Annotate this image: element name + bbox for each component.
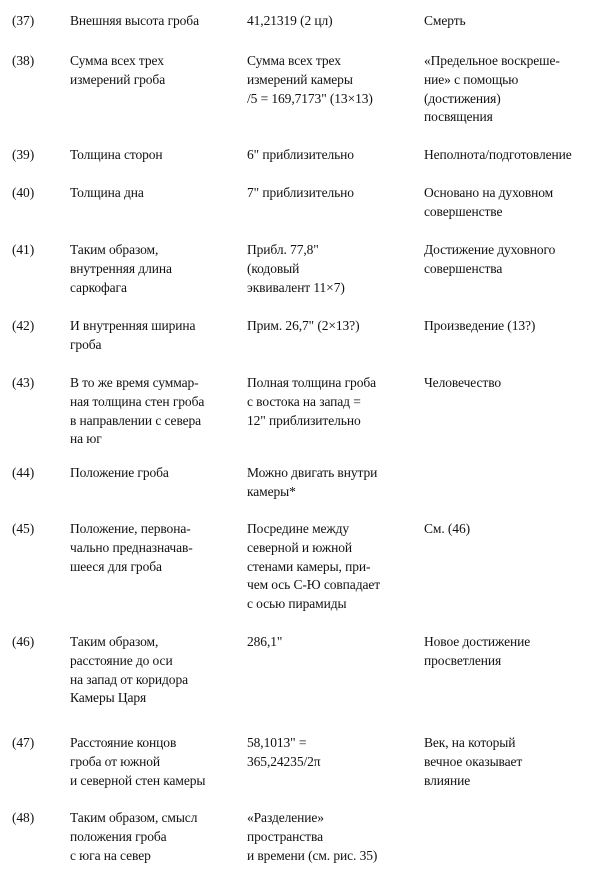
row-description: В то же время суммар- ная толщина стен гроба в направлении с севера на юг: [70, 375, 205, 447]
row-measurement: 6" приблизительно: [247, 147, 354, 162]
row-description: Таким образом, внутренняя длина саркофага: [70, 242, 172, 295]
row-measurement: Полная толщина гроба с востока на запад = 12" приблизительно: [247, 375, 376, 428]
row-measurement: Посредине между северной и южной стенами камеры, при- чем ось С-Ю совпадает с осью пирамиды: [247, 521, 381, 612]
row-meaning: Основано на духовном совершенстве: [424, 185, 554, 219]
row-number: (41): [12, 242, 35, 257]
row-measurement: «Разделение» пространства и времени (см. рис. 35): [247, 810, 378, 863]
row-number: (46): [12, 634, 35, 649]
row-description: Положение гроба: [70, 465, 169, 480]
row-measurement: Сумма всех трех измерений камеры /5 = 169,7173" (13×13): [247, 53, 373, 106]
row-meaning: См. (46): [424, 521, 470, 536]
row-number: (45): [12, 521, 35, 536]
row-measurement: 286,1": [247, 634, 283, 649]
row-description: И внутренняя ширина гроба: [70, 318, 196, 352]
row-meaning: Произведение (13?): [424, 318, 536, 333]
row-description: Толщина дна: [70, 185, 144, 200]
row-measurement: 7" приблизительно: [247, 185, 354, 200]
row-number: (47): [12, 735, 35, 750]
row-meaning: Человечество: [424, 375, 502, 390]
row-measurement: Прибл. 77,8" (кодовый эквивалент 11×7): [247, 242, 345, 295]
row-meaning: Новое достижение просветления: [424, 634, 531, 668]
row-number: (39): [12, 147, 35, 162]
row-measurement: Прим. 26,7" (2×13?): [247, 318, 360, 333]
row-measurement: Можно двигать внутри камеры*: [247, 465, 378, 499]
row-meaning: Достижение духовного совершенства: [424, 242, 556, 276]
row-meaning: Неполнота/подготовление: [424, 147, 572, 162]
row-meaning: Век, на который вечное оказывает влияние: [424, 735, 523, 788]
row-number: (38): [12, 53, 35, 68]
row-number: (42): [12, 318, 35, 333]
row-description: Сумма всех трех измерений гроба: [70, 53, 166, 87]
row-description: Положение, первона- чально предназначав- шееся для гроба: [70, 521, 193, 574]
row-description: Таким образом, расстояние до оси на запад от коридора Камеры Царя: [70, 634, 189, 706]
row-number: (44): [12, 465, 35, 480]
row-number: (37): [12, 13, 35, 28]
row-measurement: 58,1013" = 365,24235/2π: [247, 735, 321, 769]
row-description: Расстояние концов гроба от южной и северной стен камеры: [70, 735, 206, 788]
row-description: Таким образом, смысл положения гроба с юга на север: [70, 810, 198, 863]
row-number: (40): [12, 185, 35, 200]
row-description: Толщина сторон: [70, 147, 163, 162]
row-meaning: Смерть: [424, 13, 466, 28]
row-meaning: «Предельное воскреше- ние» с помощью (достижения) посвящения: [424, 53, 560, 125]
row-description: Внешняя высота гроба: [70, 13, 199, 28]
row-measurement: 41,21319 (2 цл): [247, 13, 333, 28]
row-number: (48): [12, 810, 35, 825]
row-number: (43): [12, 375, 35, 390]
